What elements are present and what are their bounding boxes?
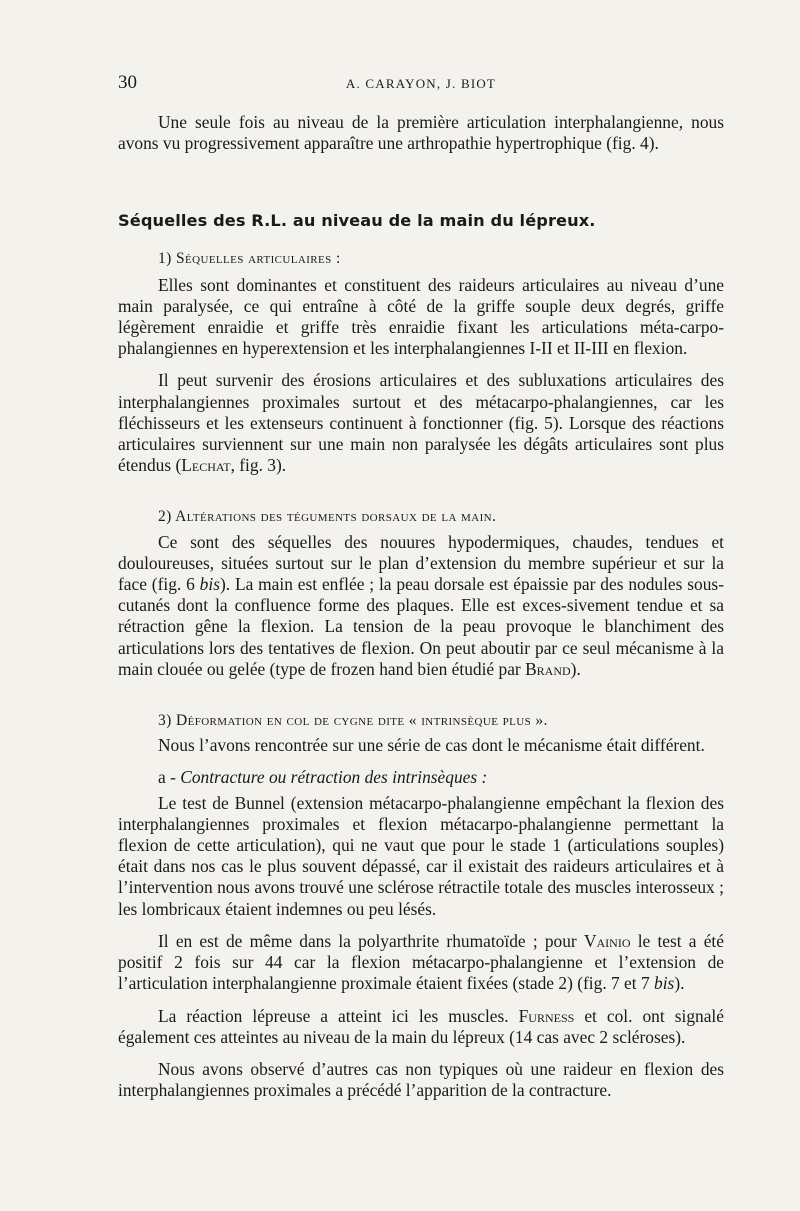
running-head: A. CARAYON, J. BIOT xyxy=(345,76,497,91)
author-name: Furness xyxy=(518,1005,575,1026)
page-header xyxy=(118,70,724,98)
subsection-3-paragraph-4: La réaction lépreuse a atteint ici les muscles. Furness et col. ont signalé également ces atteintes au niveau de la main du lépreux (14 cas avec 2 scléroses). xyxy=(118,1005,724,1047)
subsection-3-paragraph-5: Nous avons observé d’autres cas non typiques où une raideur en flexion des interphalangiennes proximales a précédé l’apparition de la contracture. xyxy=(118,1058,724,1101)
page-number: 30 xyxy=(118,72,137,93)
subsection-2-paragraph-1: Ce sont des séquelles des nouures hypodermiques, chaudes, tendues et douloureuses, situées surtout sur le plan d’extension du membre supérieur et sur la face (fig. 6 bis). La main est enflée ; la peau dorsale est épaissie par des nodules sous-cutanés dont la confluence forme des plaques. Elle est exces-sivement tendue et sa rétraction gêne la flexion. La tension de la peau provoque le blanchiment des articulations lors des tentatives de flexion. On peut aboutir par ce seul mécanisme à la main clouée ou gelée (type de frozen hand bien étudié par Brand). xyxy=(118,531,724,679)
author-name: Vainio xyxy=(583,930,631,951)
subsection-2-heading: 2) Altérations des téguments dorsaux de la main. xyxy=(158,508,497,526)
subsection-1-heading: 1) Séquelles articulaires : xyxy=(158,250,341,268)
author-name: Lechat xyxy=(181,455,231,476)
subsection-3-heading: 3) Déformation en col de cygne dite « intrinsèque plus ». xyxy=(158,712,548,730)
subsection-3-paragraph-3: Il en est de même dans la polyarthrite rhumatoïde ; pour Vainio le test a été positif 2 fois sur 44 car la flexion métacarpo-phalangienne et l’extension de l’articulation interphalangienne proximale étaient fixées (stade 2) (fig. 7 et 7 bis). xyxy=(118,930,724,994)
page-content xyxy=(118,70,724,1101)
subsection-1-paragraph-2: Il peut survenir des érosions articulaires et des subluxations articulaires des interphalangiennes proximales surtout et des métacarpo-phalangiennes, car les fléchisseurs et les extenseurs continuent à fonctionner (fig. 5). Lorsque des réactions articulaires surviennent sur une main non paralysée les dégâts articulaires sont plus étendus (Lechat, fig. 3). xyxy=(118,370,724,476)
subsection-3a-heading: a - Contracture ou rétraction des intrinsèques : xyxy=(158,767,488,788)
subsection-3-paragraph-1: Nous l’avons rencontrée sur une série de cas dont le mécanisme était différent. xyxy=(158,735,705,756)
subsection-1-paragraph-1: Elles sont dominantes et constituent des raideurs articulaires au niveau d’une main paralysée, ce qui entraîne à côté de la griffe souple deux degrés, griffe légèrement enraidie et griffe très enraidie fixant les articulations méta-carpo-phalangiennes en hyperextension et les interphalangiennes I-II et II-III en flexion. xyxy=(118,274,724,359)
intro-paragraph: Une seule fois au niveau de la première articulation interphalangienne, nous avons vu progressivement apparaître une arthropathie hypertrophique (fig. 4). xyxy=(118,112,724,154)
section-title: Séquelles des R.L. au niveau de la main du lépreux. xyxy=(118,211,596,231)
author-name: Brand xyxy=(525,658,571,679)
subsection-3-paragraph-2: Le test de Bunnel (extension métacarpo-phalangienne empêchant la flexion des interphalangiennes proximales et flexion métacarpo-phalangienne permettant la flexion de cette articulation), qui ne vaut que pour le stade 1 (articulations souples) était dans nos cas le plus souvent dépassé, car il existait des raideurs articulaires et à l’intervention nous avons trouvé une sclérose rétractile totale des muscles interosseux ; les lombricaux étaient indemnes ou peu lésés. xyxy=(118,792,724,919)
